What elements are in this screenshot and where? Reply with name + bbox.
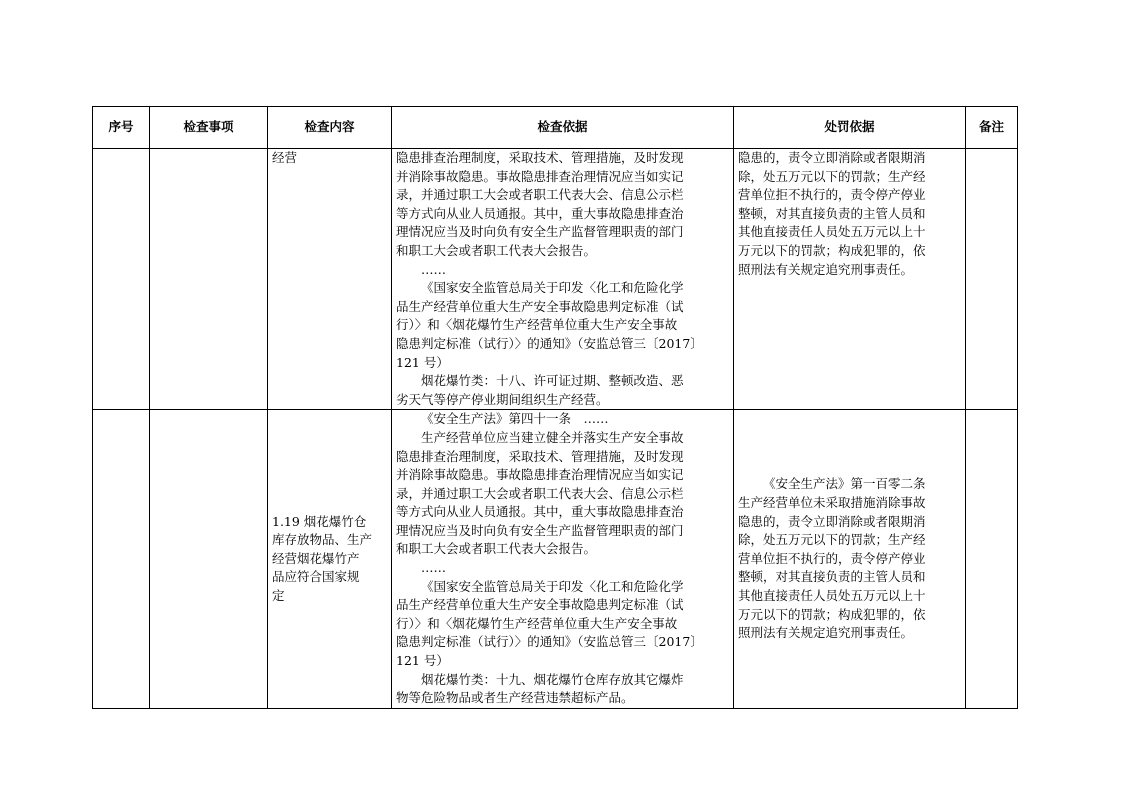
penalty-line: 照刑法有关规定追究刑事责任。 [738,261,914,277]
content-line: 经营烟花爆竹产 [272,550,360,566]
header-penalty: 处罚依据 [734,107,966,149]
inspection-table [92,106,1018,709]
basis-line: …… [421,261,446,277]
basis-line: 隐患排查治理制度，采取技术、管理措施，及时发现 [396,448,684,464]
basis-line: 录，并通过职工大会或者职工代表大会、信息公示栏 [396,485,684,501]
cell-remark [966,149,1018,410]
penalty-line: 照刑法有关规定追究刑事责任。 [738,625,914,641]
cell-basis [392,410,734,709]
header-basis: 检查依据 [392,107,734,149]
penalty-line: 其他直接责任人员处五万元以上十 [738,224,926,240]
basis-line: 和职工大会或者职工代表大会报告。 [396,242,597,258]
content-line: 1.19 烟花爆竹仓 [272,513,367,529]
penalty-line: 营单位拒不执行的，责令停产停业 [738,187,926,203]
penalty-line: 万元以下的罚款；构成犯罪的，依 [738,242,926,258]
penalty-line: 隐患的，责令立即消除或者限期消 [738,513,926,529]
basis-line: …… [421,560,446,576]
header-item: 检查事项 [150,107,268,149]
cell-item [150,149,268,410]
basis-line: 品生产经营单位重大生产安全事故隐患判定标准（试 [396,298,684,314]
basis-line: 《国家安全监管总局关于印发〈化工和危险化学 [421,280,684,296]
cell-basis [392,149,734,410]
cell-penalty [734,410,966,709]
penalty-line: 《安全生产法》第一百零二条 [763,476,926,492]
penalty-line: 整顿，对其直接负责的主管人员和 [738,569,926,585]
basis-line: 并消除事故隐患。事故隐患排查治理情况应当如实记 [396,467,684,483]
table-header-row [93,107,1018,149]
penalty-line: 万元以下的罚款；构成犯罪的，依 [738,606,926,622]
basis-line: 和职工大会或者职工代表大会报告。 [396,541,597,557]
basis-line: 烟花爆竹类：十九、烟花爆竹仓库存放其它爆炸 [421,671,684,687]
basis-line: 劣天气等停产停业期间组织生产经营。 [396,391,609,407]
basis-line: 生产经营单位应当建立健全并落实生产安全事故 [421,429,684,445]
cell-content: 经营 [268,149,392,410]
cell-item [150,410,268,709]
basis-line: 《安全生产法》第四十一条 …… [421,411,609,427]
basis-line: 隐患判定标准（试行）〉的通知》（安监总管三〔2017〕 [396,335,703,351]
basis-line: 物等危险物品或者生产经营违禁超标产品。 [396,690,634,706]
penalty-line: 除，处五万元以下的罚款；生产经 [738,532,926,548]
penalty-line: 营单位拒不执行的，责令停产停业 [738,550,926,566]
basis-line: 理情况应当及时向负有安全生产监督管理职责的部门 [396,522,684,538]
cell-content [268,410,392,709]
header-no: 序号 [93,107,150,149]
table-row [93,410,1018,709]
basis-line: 121 号） [396,653,449,669]
penalty-line: 隐患的，责令立即消除或者限期消 [738,150,926,165]
basis-line: 烟花爆竹类：十八、许可证过期、整顿改造、恶 [421,373,684,389]
content-line: 定 [272,587,285,603]
basis-line: 录，并通过职工大会或者职工代表大会、信息公示栏 [396,187,684,203]
penalty-line: 整顿，对其直接负责的主管人员和 [738,205,926,221]
basis-line: 并消除事故隐患。事故隐患排查治理情况应当如实记 [396,168,684,184]
cell-remark [966,410,1018,709]
content-line: 库存放物品、生产 [272,532,373,548]
cell-no [93,149,150,410]
basis-line: 隐患排查治理制度，采取技术、管理措施，及时发现 [396,150,684,165]
penalty-line: 其他直接责任人员处五万元以上十 [738,587,926,603]
basis-line: 行）〉和〈烟花爆竹生产经营单位重大生产安全事故 [396,317,678,333]
basis-line: 行）〉和〈烟花爆竹生产经营单位重大生产安全事故 [396,615,678,631]
header-content: 检查内容 [268,107,392,149]
cell-penalty [734,149,966,410]
basis-line: 等方式向从业人员通报。其中，重大事故隐患排查治 [396,205,684,221]
table-row [93,149,1018,410]
basis-line: 隐患判定标准（试行）〉的通知》（安监总管三〔2017〕 [396,634,703,650]
basis-line: 等方式向从业人员通报。其中，重大事故隐患排查治 [396,504,684,520]
basis-line: 121 号） [396,354,449,370]
basis-line: 理情况应当及时向负有安全生产监督管理职责的部门 [396,224,684,240]
basis-line: 品生产经营单位重大生产安全事故隐患判定标准（试 [396,597,684,613]
content-line: 品应符合国家规 [272,569,360,585]
basis-line: 《国家安全监管总局关于印发〈化工和危险化学 [421,578,684,594]
penalty-line: 生产经营单位未采取措施消除事故 [738,494,926,510]
cell-no [93,410,150,709]
header-remark: 备注 [966,107,1018,149]
penalty-line: 除，处五万元以下的罚款；生产经 [738,168,926,184]
